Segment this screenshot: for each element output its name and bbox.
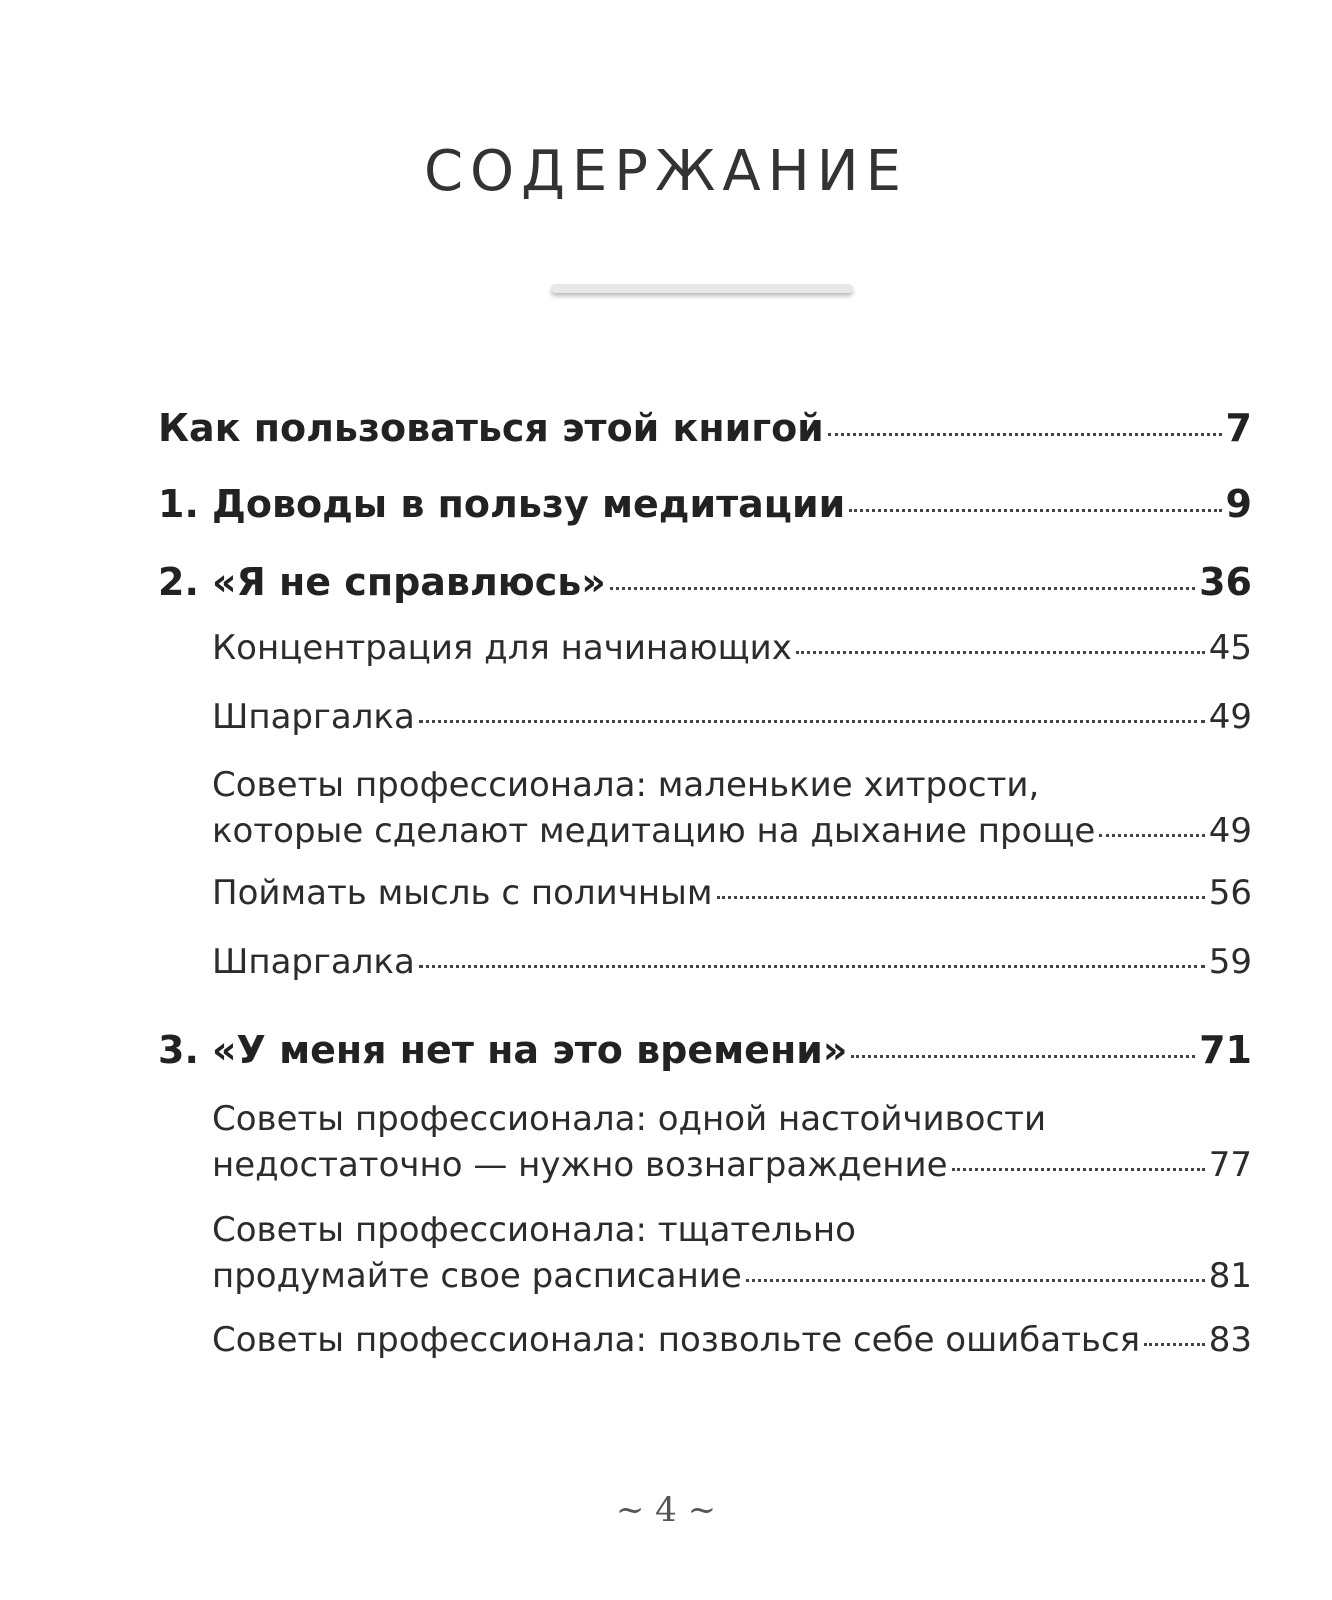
toc-entry-label: Как пользоваться этой книгой [158, 406, 824, 450]
leader-dots [828, 433, 1222, 436]
toc-subentry-pro-tips-mistakes[interactable] [212, 1320, 1252, 1360]
chapter-number: 1. [158, 482, 199, 526]
toc-entry-page: 49 [1208, 697, 1252, 737]
toc-chapter-2[interactable] [158, 560, 1252, 604]
toc-subentry-concentration[interactable] [212, 628, 1252, 668]
chapter-number: 3. [158, 1028, 199, 1072]
toc-subentry-cheatsheet-1[interactable] [212, 697, 1252, 737]
toc-subentry-catch-thought[interactable] [212, 873, 1252, 913]
leader-dots [419, 720, 1205, 723]
toc-entry-page: 59 [1208, 942, 1252, 982]
toc-entry-label-line1: Советы профессионала: маленькие хитрости, [212, 765, 1040, 805]
leader-dots [796, 651, 1205, 654]
leader-dots [717, 896, 1205, 899]
toc-entry-label: Советы профессионала: позвольте себе ошибаться [212, 1320, 1141, 1360]
leader-dots [952, 1168, 1205, 1171]
toc-entry-label: Концентрация для начинающих [212, 628, 792, 668]
toc-entry-label: «У меня нет на это времени» [212, 1028, 848, 1072]
toc-subentry-pro-tips-breathing[interactable] [212, 762, 1252, 854]
toc-entry-page: 81 [1208, 1256, 1252, 1296]
leader-dots [1144, 1343, 1205, 1346]
toc-subentry-pro-tips-schedule[interactable] [212, 1207, 1252, 1299]
toc-entry-page: 45 [1208, 628, 1252, 668]
leader-dots [419, 965, 1205, 968]
toc-entry-label-line1: Советы профессионала: тщательно [212, 1210, 856, 1250]
page-title: СОДЕРЖАНИЕ [423, 139, 909, 204]
chapter-number: 2. [158, 560, 199, 604]
toc-entry-how-to-use[interactable] [158, 406, 1252, 450]
toc-subentry-pro-tips-reward[interactable] [212, 1096, 1252, 1188]
leader-dots [746, 1279, 1205, 1282]
toc-entry-label-line2: недостаточно — нужно вознаграждение [212, 1145, 948, 1185]
toc-entry-page: 49 [1208, 811, 1252, 851]
leader-dots [849, 509, 1221, 512]
toc-entry-label-line2: продумайте свое расписание [212, 1256, 742, 1296]
leader-dots [1099, 834, 1204, 837]
toc-chapter-1[interactable] [158, 482, 1252, 526]
toc-entry-label: Шпаргалка [212, 697, 415, 737]
toc-entry-page: 56 [1208, 873, 1252, 913]
toc-entry-label: «Я не справлюсь» [212, 560, 606, 604]
toc-entry-label-line2: которые сделают медитацию на дыхание проще [212, 811, 1096, 851]
table-of-contents [158, 0, 1252, 1600]
toc-entry-label-line1: Советы профессионала: одной настойчивости [212, 1099, 1047, 1139]
toc-entry-label: Шпаргалка [212, 942, 415, 982]
toc-chapter-3[interactable] [158, 1028, 1252, 1072]
leader-dots [851, 1055, 1195, 1058]
toc-entry-page: 9 [1225, 482, 1252, 526]
toc-subentry-cheatsheet-2[interactable] [212, 942, 1252, 982]
leader-dots [610, 587, 1195, 590]
page-number: ~ 4 ~ [615, 1490, 717, 1530]
toc-entry-label: Доводы в пользу медитации [212, 482, 846, 526]
toc-entry-page: 7 [1225, 406, 1252, 450]
toc-entry-label: Поймать мысль с поличным [212, 873, 713, 913]
toc-entry-page: 83 [1208, 1320, 1252, 1360]
toc-entry-page: 36 [1199, 560, 1252, 604]
toc-entry-page: 71 [1199, 1028, 1252, 1072]
toc-entry-page: 77 [1208, 1145, 1252, 1185]
